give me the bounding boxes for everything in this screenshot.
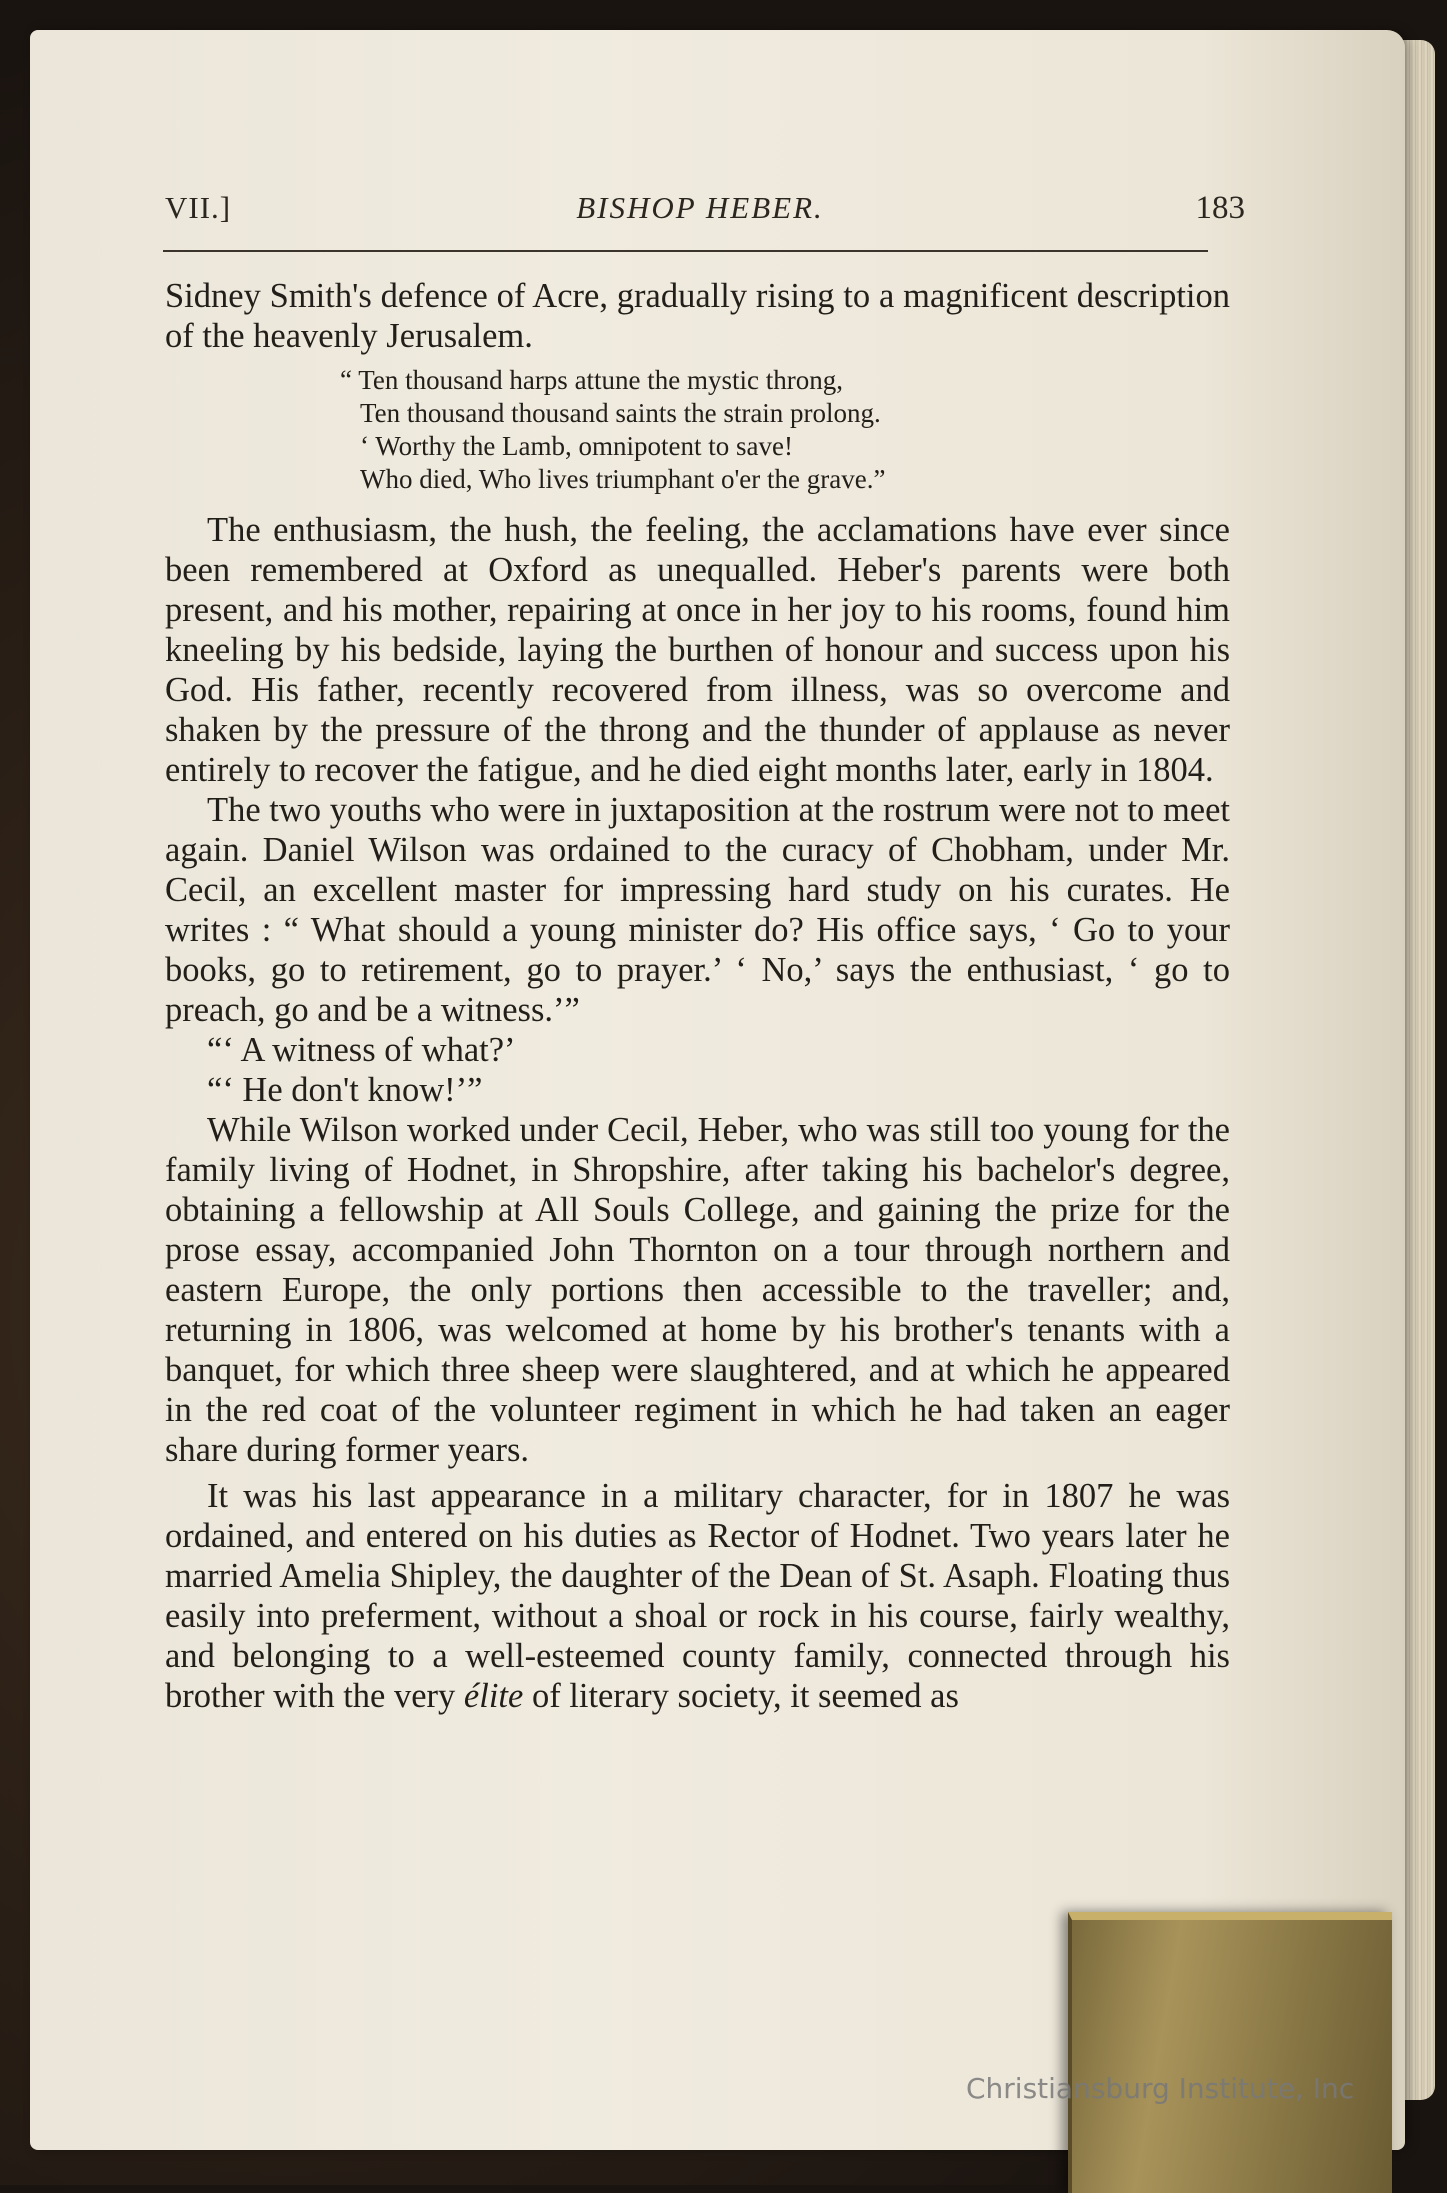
- dialogue-line: “‘ A witness of what?’: [207, 1031, 516, 1069]
- dialogue-line: “‘ He don't know!’”: [207, 1071, 483, 1109]
- chapter-marker: VII.]: [165, 190, 232, 225]
- verse-line: Who died, Who lives triumphant o'er the grave.”: [360, 464, 886, 494]
- watermark: Christiansburg Institute, Inc: [966, 2072, 1355, 2105]
- paragraph-continuation: Sidney Smith's defence of Acre, gradually rising to a magnificent description of the heavenly Jerusalem.: [165, 277, 1230, 355]
- paragraph: The two youths who were in juxtaposition at the rostrum were not to meet again. Daniel Wilson was ordained to the curacy of Chobham, under Mr. Cecil, an excellent master for impressing hard study on his curates. He writes : “ What should a young minister do? His office says, ‘ Go to your books, go to retirement, go to prayer.’ ‘ No,’ says the enthusiast, ‘ go to preach, go and be a witness.’”: [165, 791, 1230, 1029]
- paragraph: The enthusiasm, the hush, the feeling, the acclamations have ever since been remembered at Oxford as unequalled. Heber's parents were both present, and his mother, repairing at once in her joy to his rooms, found him kneeling by his bedside, laying the burthen of honour and success upon his God. His father, recently recovered from illness, was so overcome and shaken by the pressure of the throng and the thunder of applause as never entirely to recover the fatigue, and he died eight months later, early in 1804.: [165, 511, 1230, 789]
- verse-line: “ Ten thousand harps attune the mystic throng,: [340, 365, 844, 395]
- page-number: 183: [1195, 190, 1245, 226]
- brass-page-holder: [1068, 1912, 1392, 2193]
- italic-word: élite: [463, 1677, 524, 1715]
- paragraph-text: It was his last appearance in a military character, for in 1807 he was ordained, and entered on his duties as Rector of Hodnet. Two years later he married Amelia Shipley, the daughter of the Dean of St. Asaph. Floating thus easily into preferment, without a shoal or rock in his course, fairly wealthy, and belonging to a well-esteemed county family, connected through his brother with the very: [165, 1477, 1230, 1715]
- header-rule: [163, 250, 1208, 252]
- paragraph: [165, 1476, 1230, 1716]
- page-body: [165, 276, 1230, 1716]
- verse-quotation: [340, 364, 1230, 496]
- verse-line: ‘ Worthy the Lamb, omnipotent to save!: [360, 431, 793, 461]
- running-head: [165, 190, 1245, 240]
- paragraph: While Wilson worked under Cecil, Heber, who was still too young for the family living of Hodnet, in Shropshire, after taking his bachelor's degree, obtaining a fellowship at All Souls College, and gaining the prize for the prose essay, accompanied John Thornton on a tour through northern and eastern Europe, the only portions then accessible to the traveller; and, returning in 1806, was welcomed at home by his brother's tenants with a banquet, for which three sheep were slaughtered, and at which he appeared in the red coat of the volunteer regiment in which he had taken an eager share during former years.: [165, 1111, 1230, 1469]
- verse-line: Ten thousand thousand saints the strain prolong.: [360, 398, 881, 428]
- running-title: BISHOP HEBER.: [576, 190, 824, 225]
- paragraph-text: of literary society, it seemed as: [531, 1677, 959, 1715]
